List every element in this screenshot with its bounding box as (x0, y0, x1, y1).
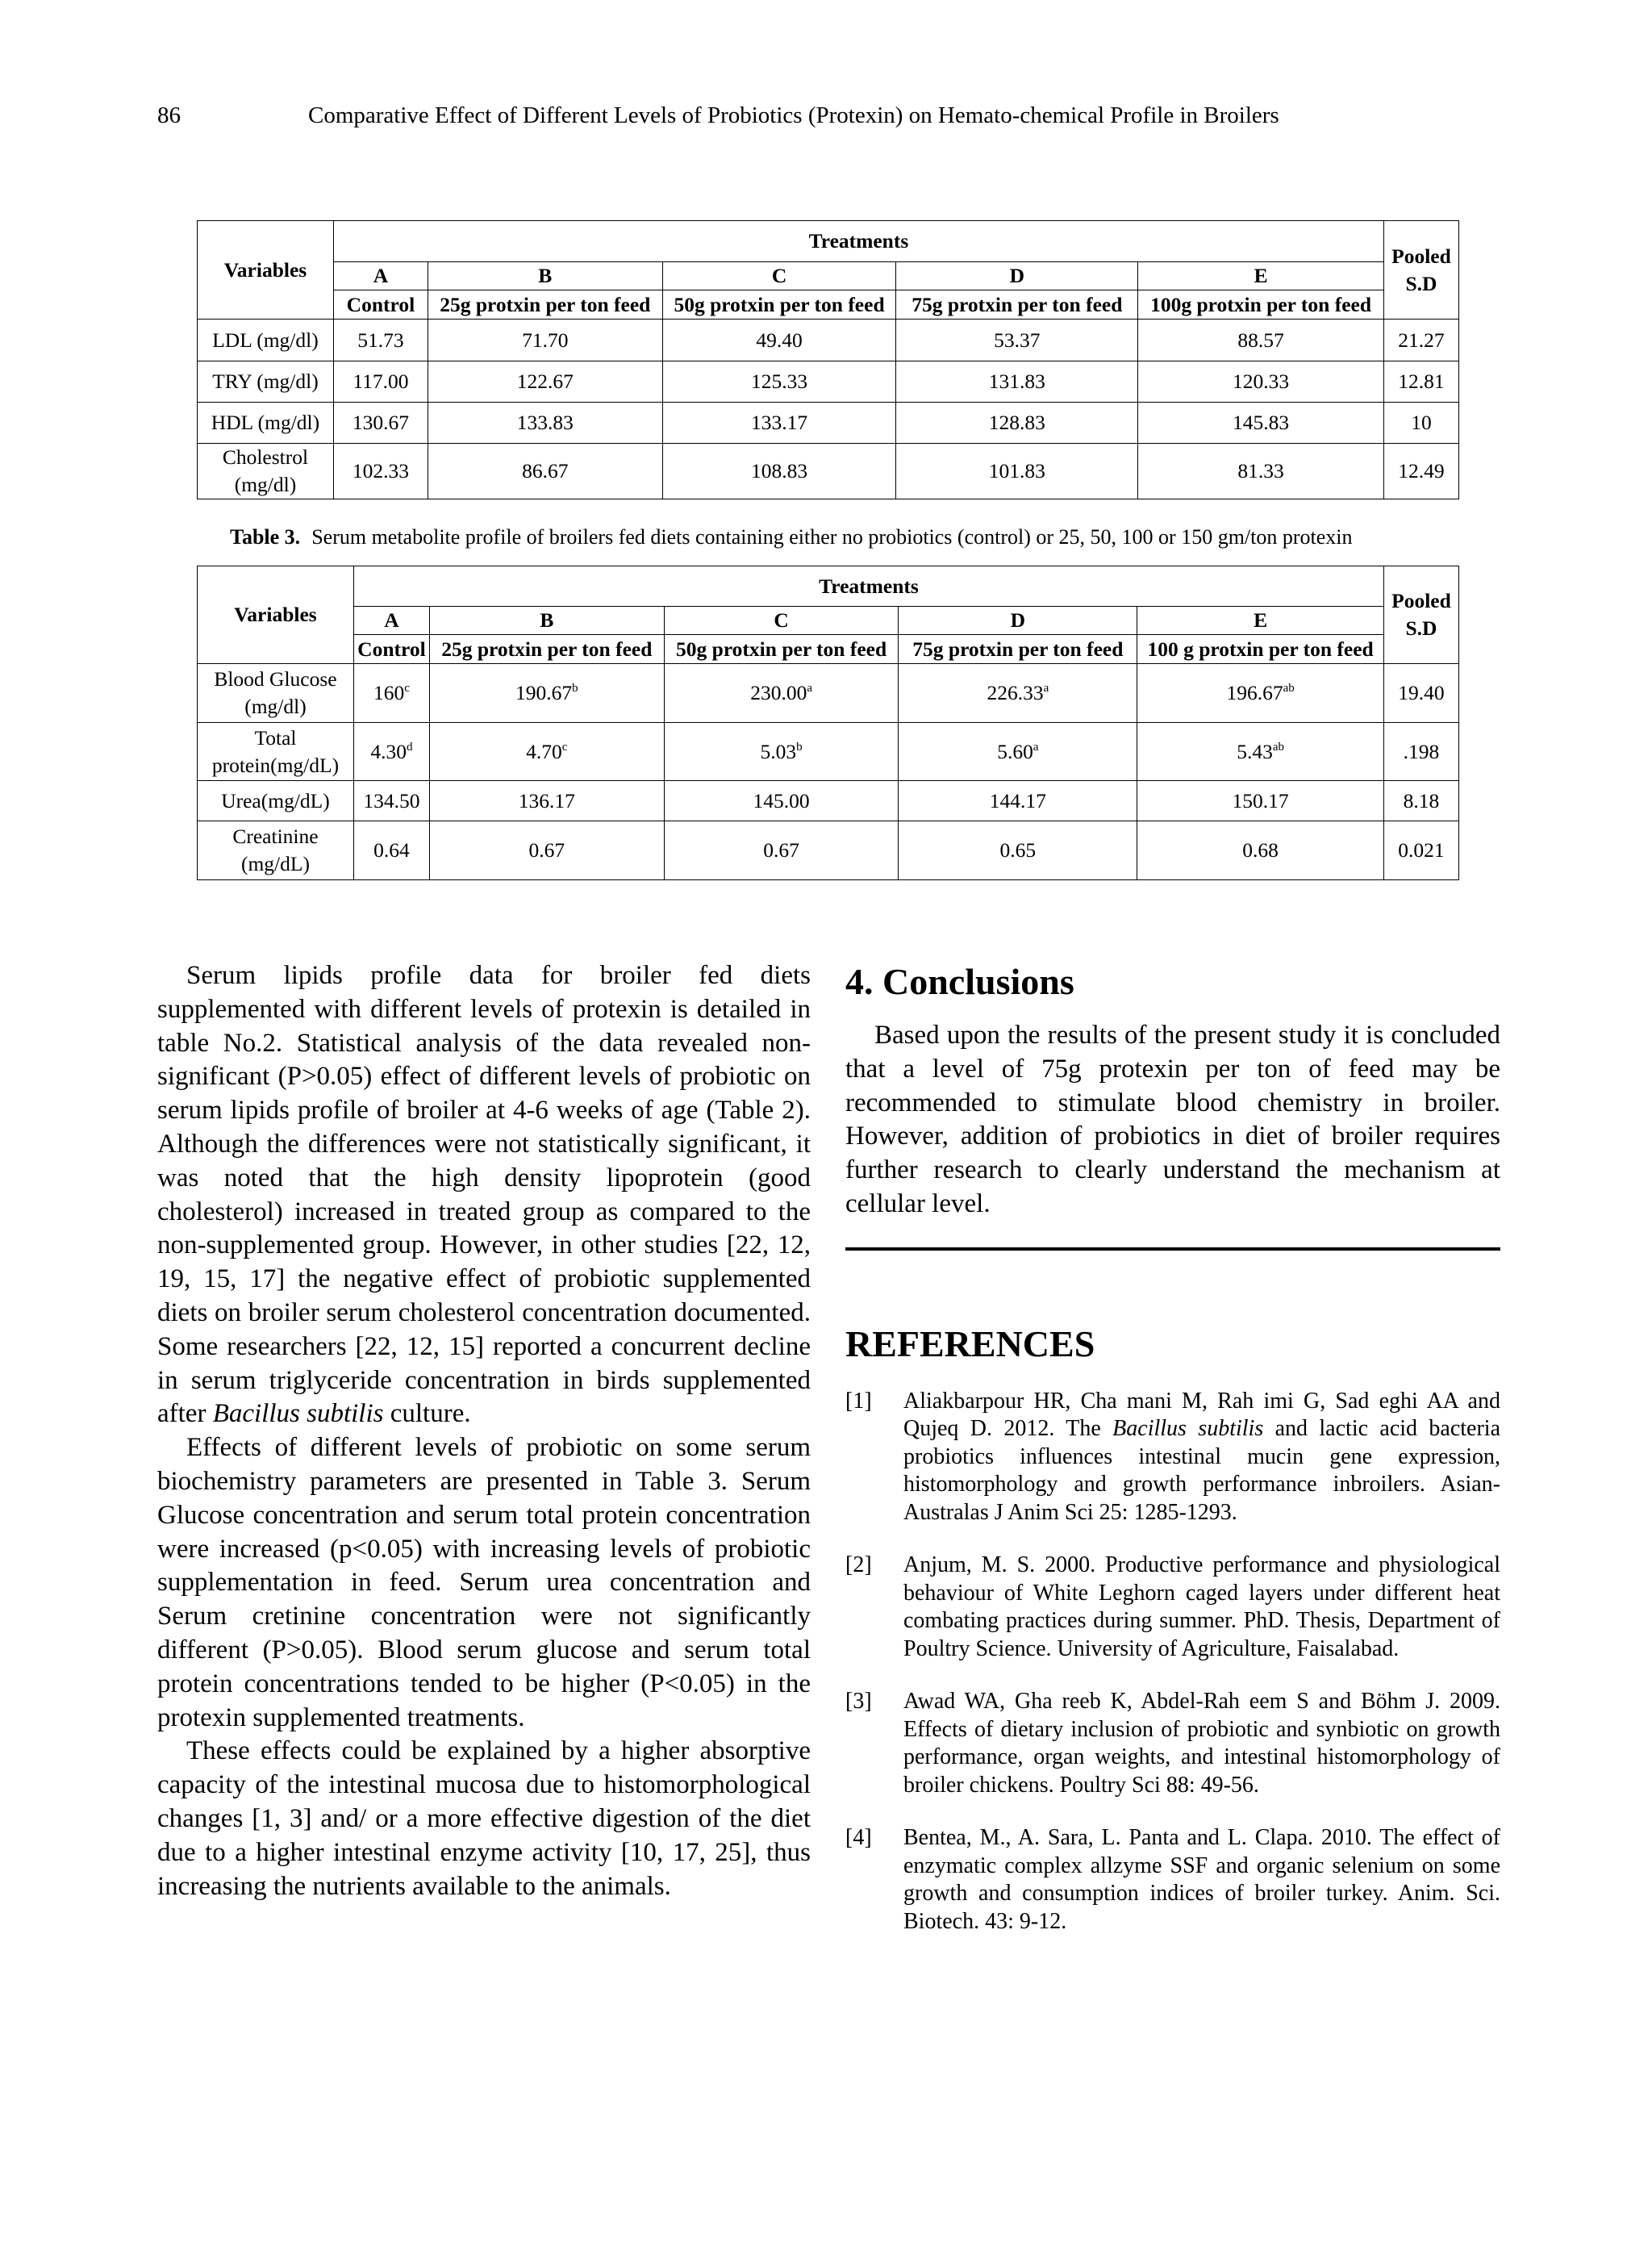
value-cell: 102.33 (333, 444, 428, 499)
group-desc: 100g protxin per ton feed (1138, 290, 1384, 320)
reference-item (845, 1688, 1500, 1799)
value-cell: 130.67 (333, 403, 428, 444)
reference-number: [2] (845, 1552, 872, 1578)
table-row (198, 320, 1459, 361)
reference-text: Bentea, M., A. Sara, L. Panta and L. Clapa. 2010. The effect of enzymatic complex allzyme SSF and organic selenium on some growth and consumption indices of broiler turkey. Anim. Sci. Biotech. 43: 9-12. (903, 1825, 1500, 1934)
value-cell: 122.67 (428, 361, 662, 403)
table-row (198, 664, 1459, 723)
treatments-header: Treatments (333, 221, 1383, 262)
value-cell: 49.40 (662, 320, 896, 361)
pooled-sd-header: Pooled S.D (1383, 221, 1458, 320)
group-letter: B (429, 607, 664, 635)
group-desc: Control (333, 290, 428, 320)
sd-cell: .198 (1383, 723, 1458, 781)
table3-caption (230, 525, 1353, 549)
reference-item (845, 1388, 1500, 1527)
variable-cell: TRY (mg/dl) (198, 361, 334, 403)
variables-header: Variables (198, 221, 334, 320)
group-desc: 100 g protxin per ton feed (1137, 635, 1384, 664)
value-cell: 51.73 (333, 320, 428, 361)
group-letter: A (333, 262, 428, 290)
left-column (157, 959, 811, 1903)
sd-cell: 8.18 (1383, 781, 1458, 821)
variable-cell: Cholestrol (mg/dl) (198, 444, 334, 499)
table-row (198, 821, 1459, 880)
variable-cell: Total protein(mg/dL) (198, 723, 354, 781)
value-cell: 125.33 (662, 361, 896, 403)
lipid-profile-table (197, 220, 1459, 499)
group-letter: E (1137, 607, 1384, 635)
value-cell: 0.68 (1137, 821, 1384, 880)
table3-caption-text: Serum metabolite profile of broilers fed diets containing either no probiotics (control) or 25, 50, 100 or 150 gm/ton protexin (311, 525, 1353, 549)
group-desc: Control (353, 635, 429, 664)
variable-cell: Blood Glucose (mg/dl) (198, 664, 354, 723)
sd-cell: 19.40 (1383, 664, 1458, 723)
significance-superscript: d (407, 740, 413, 754)
value-cell: 136.17 (429, 781, 664, 821)
group-desc: 25g protxin per ton feed (428, 290, 662, 320)
significance-superscript: a (1043, 682, 1049, 695)
value-cell: 226.33$^a$ (899, 664, 1137, 723)
value-cell: 88.57 (1138, 320, 1384, 361)
significance-superscript: c (561, 740, 568, 754)
body-paragraph: These effects could be explained by a higher absorptive capacity of the intestinal mucosa due to histomorphological changes [1, 3] and/ or a more effective digestion of the diet due to a higher intestinal enzyme activity [10, 17, 25], thus increasing the nutrients available to the animals. (157, 1736, 811, 1901)
group-letter: C (664, 607, 899, 635)
references-heading: REFERENCES (845, 1322, 1095, 1364)
value-cell: 86.67 (428, 444, 662, 499)
table-row (198, 723, 1459, 781)
value-cell: 5.60$^a$ (899, 723, 1137, 781)
value-cell: 128.83 (896, 403, 1138, 444)
value-cell: 101.83 (896, 444, 1138, 499)
sd-cell: 12.81 (1383, 361, 1458, 403)
group-letter: E (1138, 262, 1384, 290)
value-cell: 71.70 (428, 320, 662, 361)
value-cell: 190.67$^b$ (429, 664, 664, 723)
group-desc: 25g protxin per ton feed (429, 635, 664, 664)
value-cell: 134.50 (353, 781, 429, 821)
significance-superscript: b (796, 740, 803, 754)
variable-cell: Creatinine (mg/dL) (198, 821, 354, 880)
sd-cell: 12.49 (1383, 444, 1458, 499)
significance-superscript: b (572, 682, 578, 695)
variables-header: Variables (198, 566, 354, 664)
running-title: Comparative Effect of Different Levels of Probiotics (Protexin) on Hemato-chemical Profile in Broilers (308, 102, 1279, 128)
reference-text: Awad WA, Gha reeb K, Abdel-Rah eem S and Böhm J. 2009. Effects of dietary inclusion of probiotic and synbiotic on growth performance, organ weights, and intestinal histomorphology of broiler chickens. Poultry Sci 88: 49-56. (903, 1689, 1500, 1798)
reference-number: [4] (845, 1825, 872, 1851)
group-letter: D (896, 262, 1138, 290)
value-cell: 81.33 (1138, 444, 1384, 499)
value-cell: 0.64 (353, 821, 429, 880)
value-cell: 145.83 (1138, 403, 1384, 444)
table3-caption-label: Table 3. (230, 525, 301, 549)
value-cell: 0.67 (664, 821, 899, 880)
treatments-header: Treatments (353, 566, 1383, 607)
reference-text: Anjum, M. S. 2000. Productive performance and physiological behaviour of White Leghorn caged layers under different heat combating practices during summer. PhD. Thesis, Department of Poultry Science. University of Agriculture, Faisalabad. (903, 1552, 1500, 1661)
value-cell: 0.67 (429, 821, 664, 880)
table-row (198, 781, 1459, 821)
value-cell: 196.67$^{ab}$ (1137, 664, 1384, 723)
conclusions-paragraph: Based upon the results of the present study it is concluded that a level of 75g protexin per ton of feed may be recommended to stimulate blood chemistry in broiler. However, addition of probiotics in diet of broiler requires further research to clearly understand the mechanism at cellular level. (845, 1021, 1500, 1218)
table-row (198, 444, 1459, 499)
significance-superscript: a (807, 682, 812, 695)
value-cell: 53.37 (896, 320, 1138, 361)
value-cell: 133.17 (662, 403, 896, 444)
reference-number: [3] (845, 1689, 872, 1715)
value-cell: 4.30$^d$ (353, 723, 429, 781)
sd-cell: 10 (1383, 403, 1458, 444)
value-cell: 144.17 (899, 781, 1137, 821)
reference-item (845, 1824, 1500, 1936)
value-cell: 108.83 (662, 444, 896, 499)
value-cell: 4.70$^c$ (429, 723, 664, 781)
value-cell: 150.17 (1137, 781, 1384, 821)
sd-cell: 21.27 (1383, 320, 1458, 361)
group-letter: A (353, 607, 429, 635)
table-row (198, 361, 1459, 403)
body-paragraph: Serum lipids profile data for broiler fed diets supplemented with different levels of protexin is detailed in table No.2. Statistical analysis of the data revealed non-significant (P>0.05) effect of different levels of probiotic on serum lipids profile of broiler at 4-6 weeks of age (Table 2). Although the differences were not statistically significant, it was noted that the high density lipoprotein (good cholesterol) increased in treated group as compared to the non-supplemented group. However, in other studies [22, 12, 19, 15, 17] the negative effect of probiotic supplemented diets on broiler serum cholesterol concentration documented. Some researchers [22, 12, 15] reported a concurrent decline in serum triglyceride concentration in birds supplemented after Bacillus subtilis culture. (157, 961, 811, 1429)
value-cell: 230.00$^a$ (664, 664, 899, 723)
group-desc: 50g protxin per ton feed (662, 290, 896, 320)
serum-metabolite-table (197, 566, 1459, 880)
group-letter: C (662, 262, 896, 290)
conclusions-heading: 4. Conclusions (845, 961, 1074, 1002)
right-column (845, 959, 1500, 1961)
value-cell: 120.33 (1138, 361, 1384, 403)
page-number: 86 (157, 102, 181, 128)
body-paragraph: Effects of different levels of probiotic on some serum biochemistry parameters are presented in Table 3. Serum Glucose concentration and serum total protein concentration were increased (p<0.05) with increasing levels of probiotic supplementation in feed. Serum urea concentration and Serum cretinine concentration were not significantly different (P>0.05). Blood serum glucose and serum total protein concentrations tended to be higher (P<0.05) in the protexin supplemented treatments. (157, 1433, 811, 1732)
group-desc: 75g protxin per ton feed (899, 635, 1137, 664)
significance-superscript: ab (1283, 682, 1295, 695)
value-cell: 0.65 (899, 821, 1137, 880)
significance-superscript: a (1032, 740, 1039, 754)
variable-cell: LDL (mg/dl) (198, 320, 334, 361)
reference-text: Aliakbarpour HR, Cha mani M, Rah imi G, Sad eghi AA and Qujeq D. 2012. The Bacillus subtilis and lactic acid bacteria probiotics influences intestinal mucin gene expression, histomorphology and growth performance inbroilers. Asian-Australas J Anim Sci 25: 1285-1293. (903, 1388, 1500, 1525)
significance-superscript: c (404, 682, 410, 695)
reference-number: [1] (845, 1388, 872, 1414)
variable-cell: HDL (mg/dl) (198, 403, 334, 444)
table-row (198, 403, 1459, 444)
group-desc: 75g protxin per ton feed (896, 290, 1138, 320)
value-cell: 117.00 (333, 361, 428, 403)
significance-superscript: ab (1272, 740, 1284, 754)
group-letter: D (899, 607, 1137, 635)
sd-cell: 0.021 (1383, 821, 1458, 880)
value-cell: 5.43$^{ab}$ (1137, 723, 1384, 781)
variable-cell: Urea(mg/dL) (198, 781, 354, 821)
value-cell: 145.00 (664, 781, 899, 821)
section-divider (845, 1247, 1500, 1251)
group-letter: B (428, 262, 662, 290)
pooled-sd-header: Pooled S.D (1383, 566, 1458, 664)
value-cell: 133.83 (428, 403, 662, 444)
value-cell: 131.83 (896, 361, 1138, 403)
group-desc: 50g protxin per ton feed (664, 635, 899, 664)
reference-item (845, 1552, 1500, 1663)
value-cell: 5.03$^b$ (664, 723, 899, 781)
value-cell: 160$^c$ (353, 664, 429, 723)
